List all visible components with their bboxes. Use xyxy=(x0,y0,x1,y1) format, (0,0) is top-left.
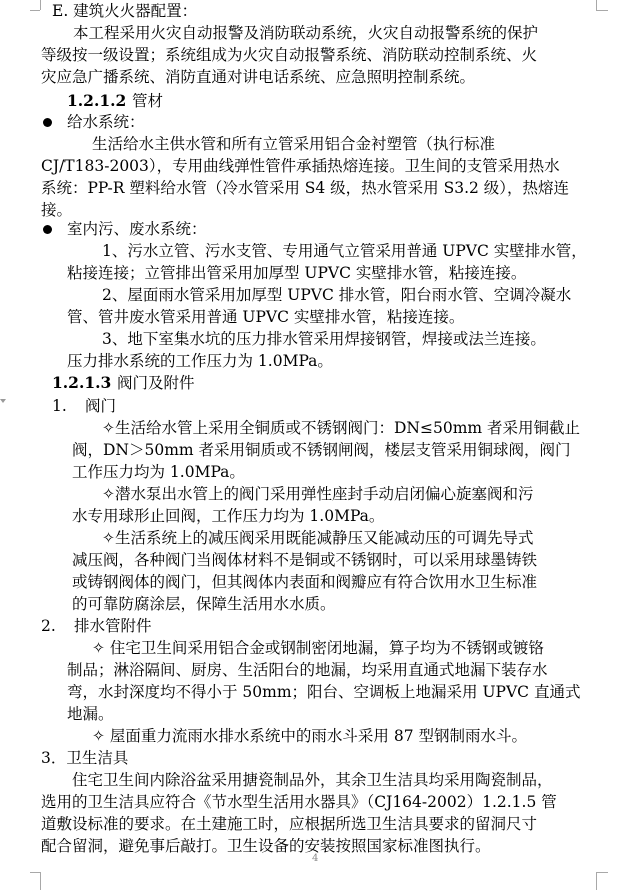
paragraph-line: ✧ 住宅卫生间采用铝合金或钢制密闭地漏，算子均为不锈钢或镀铬 xyxy=(92,639,544,657)
paragraph-line: 灾应急广播系统、消防直通对讲电话系统、应急照明控制系统。 xyxy=(41,68,476,86)
paragraph-line: 接。 xyxy=(41,201,73,219)
section-heading-e: E. 建筑火火器配置： xyxy=(52,2,198,20)
paragraph-line: 减压阀，各种阀门当阀体材料不是铜或不锈钢时，可以采用球墨铸铁 xyxy=(72,551,538,569)
paragraph-line: 水专用球形止回阀，工作压力均为 1.0MPa。 xyxy=(72,507,385,525)
paragraph-line: 制品；淋浴隔间、厨房、生活阳台的地漏，均采用直通式地漏下装存水 xyxy=(67,661,548,679)
crop-mark-bottom-left-v xyxy=(40,872,41,890)
paragraph-line: 2、屋面雨水管采用加厚型 UPVC 排水管，阳台雨水管、空调冷凝水 xyxy=(102,286,572,304)
list-title-drain-fittings: 排水管附件 xyxy=(74,617,152,635)
list-heading-sanitary-fixtures: 3．卫生洁具 xyxy=(41,749,129,767)
paragraph-line: 生活给水主供水管和所有立管采用铝合金衬塑管（执行标准 xyxy=(92,135,496,153)
paragraph-line: ✧生活系统上的减压阀采用既能减静压又能减动压的可调先导式 xyxy=(102,529,534,547)
margin-arrow-icon xyxy=(0,399,6,403)
section-title-valves: 阀门及附件 xyxy=(117,374,195,392)
paragraph-line: 的可靠防腐涂层，保障生活用水水质。 xyxy=(72,595,336,613)
section-number-1-2-1-3: 1.2.1.3 xyxy=(52,373,112,392)
paragraph-line: 地漏。 xyxy=(67,705,114,723)
paragraph-line: 3、地下室集水坑的压力排水管采用焊接钢管，焊接或法兰连接。 xyxy=(102,330,546,348)
paragraph-line: 等级按一级设置；系统组成为火灾自动报警系统、消防联动控制系统、火 xyxy=(41,46,538,64)
paragraph-line: 选用的卫生洁具应符合《节水型生活用水器具》（CJ164-2002）1.2.1.5 管 xyxy=(41,793,557,811)
paragraph-line: 配合留洞，避免事后敲打。卫生设备的安装按照国家标准图执行。 xyxy=(41,837,491,855)
paragraph-line: 道敷设标准的要求。在土建施工时，应根据所选卫生洁具要求的留洞尺寸 xyxy=(41,815,538,833)
bullet-icon xyxy=(43,225,52,234)
crop-mark-top-left-h xyxy=(30,10,40,11)
crop-mark-bottom-left-h xyxy=(30,872,40,873)
bullet-heading-drainage: 室内污、废水系统： xyxy=(67,220,207,238)
paragraph-line: ✧潜水泵出水管上的阀门采用弹性座封手动启闭偏心旋塞阀和污 xyxy=(102,485,534,503)
paragraph-line: 本工程采用火灾自动报警及消防联动系统，火灾自动报警系统的保护 xyxy=(73,24,539,42)
list-title-valves: 阀门 xyxy=(85,397,117,415)
list-number-1: 1. xyxy=(52,397,67,415)
paragraph-line: 系统：PP-R 塑料给水管（冷水管采用 S4 级，热水管采用 S3.2 级），热熔连 xyxy=(41,179,570,197)
paragraph-line: 1、污水立管、污水支管、专用通气立管采用普通 UPVC 实壁排水管， xyxy=(102,242,587,260)
bullet-icon xyxy=(43,118,52,127)
crop-mark-top-right-h xyxy=(596,10,608,11)
section-title-pipes: 管材 xyxy=(132,92,164,110)
section-number-1-2-1-2: 1.2.1.2 xyxy=(67,91,127,110)
crop-mark-bottom-right-v xyxy=(596,872,597,890)
page-number: 4 xyxy=(312,853,319,864)
paragraph-line: CJ/T183-2003），专用曲线弹性管件承插热熔连接。卫生间的支管采用热水 xyxy=(41,157,560,175)
crop-mark-bottom-right-h xyxy=(596,872,608,873)
paragraph-line: 住宅卫生间内除浴盆采用搪瓷制品外，其余卫生洁具均采用陶瓷制品， xyxy=(72,771,553,789)
bullet-heading-water-supply: 给水系统： xyxy=(67,113,145,131)
paragraph-line: ✧ 屋面重力流雨水排水系统中的雨水斗采用 87 型钢制雨水斗。 xyxy=(92,727,527,745)
paragraph-line: ✧生活给水管上采用全铜质或不锈钢阀门：DN≤50mm 者采用铜截止 xyxy=(102,419,581,437)
paragraph-line: 管、管井废水管采用普通 UPVC 实壁排水管，粘接连接。 xyxy=(67,308,465,326)
crop-mark-top-left-v xyxy=(40,0,41,10)
paragraph-line: 粘接连接；立管排出管采用加厚型 UPVC 实壁排水管，粘接连接。 xyxy=(67,264,527,282)
paragraph-line: 弯，水封深度均不得小于 50mm；阳台、空调板上地漏采用 UPVC 直通式 xyxy=(67,683,581,701)
paragraph-line: 压力排水系统的工作压力为 1.0MPa。 xyxy=(67,352,333,370)
list-number-2: 2. xyxy=(41,617,56,635)
paragraph-line: 阀，DN＞50mm 者采用铜质或不锈钢闸阀，楼层支管采用铜球阀，阀门 xyxy=(72,441,571,459)
paragraph-line: 或铸钢阀体的阀门，但其阀体内表面和阀瓣应有符合饮用水卫生标准 xyxy=(72,573,538,591)
crop-mark-top-right-v xyxy=(596,0,597,10)
paragraph-line: 工作压力均为 1.0MPa。 xyxy=(72,463,245,481)
